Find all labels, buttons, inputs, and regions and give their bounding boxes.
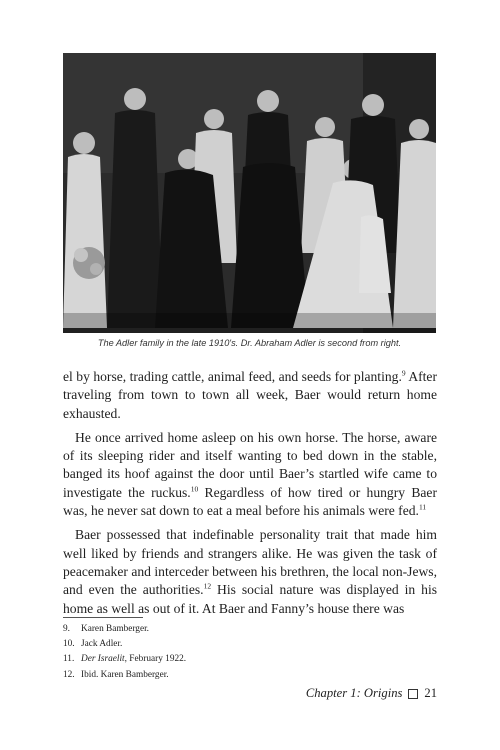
page-footer	[306, 686, 437, 701]
footnote-9: 9. Karen Bamberger.	[63, 624, 149, 634]
footnote-ref-12: 12	[203, 581, 212, 591]
body-text	[63, 368, 437, 618]
family-photograph-image	[63, 53, 436, 333]
square-icon	[408, 689, 418, 699]
footnote-12: 12. Ibid. Karen Bamberger.	[63, 669, 169, 680]
footnote-ref-9: 9	[401, 368, 406, 378]
chapter-title: Chapter 1: Origins	[305, 686, 403, 700]
footnote-11: 11. Der Israelit, February 1922.	[63, 654, 187, 665]
paragraph-3: Baer possessed that indefinable personality trait that made him well liked by friends and strangers alike. He was given the task of peacemaker and interceder between his brethren, the local non-Jews, and even the authorities.$^{12}$ His social nature was displayed in his home as well as out of it. At Baer and Fanny’s house there was	[63, 527, 438, 616]
footnote-divider	[63, 617, 143, 618]
photo-caption: The Adler family in the late 1910's. Dr. Abraham Adler is second from right.	[97, 338, 402, 348]
footnotes	[63, 622, 437, 683]
paragraph-1: el by horse, trading cattle, animal feed, and seeds for planting.$^9$ After traveling from town to town all week, Baer would return home exhausted.	[63, 368, 437, 421]
footnote-ref-10: 10	[190, 484, 199, 494]
footnote-10: 10. Jack Adler.	[63, 639, 123, 650]
page-number: 21	[424, 686, 437, 700]
footnote-ref-11: 11	[418, 502, 427, 512]
paragraph-2: He once arrived home asleep on his own horse. The horse, aware of its sleeping rider and itself wanting to bed down in the stable, banged its hoof against the door until Baer’s startled wife came to investigate the ruckus.$^{10}$ Regardless of how tired or hungry Baer was, he never sat down to eat a meal before his animals were fed.$^{11}$	[63, 429, 437, 519]
family-photograph	[63, 53, 436, 333]
